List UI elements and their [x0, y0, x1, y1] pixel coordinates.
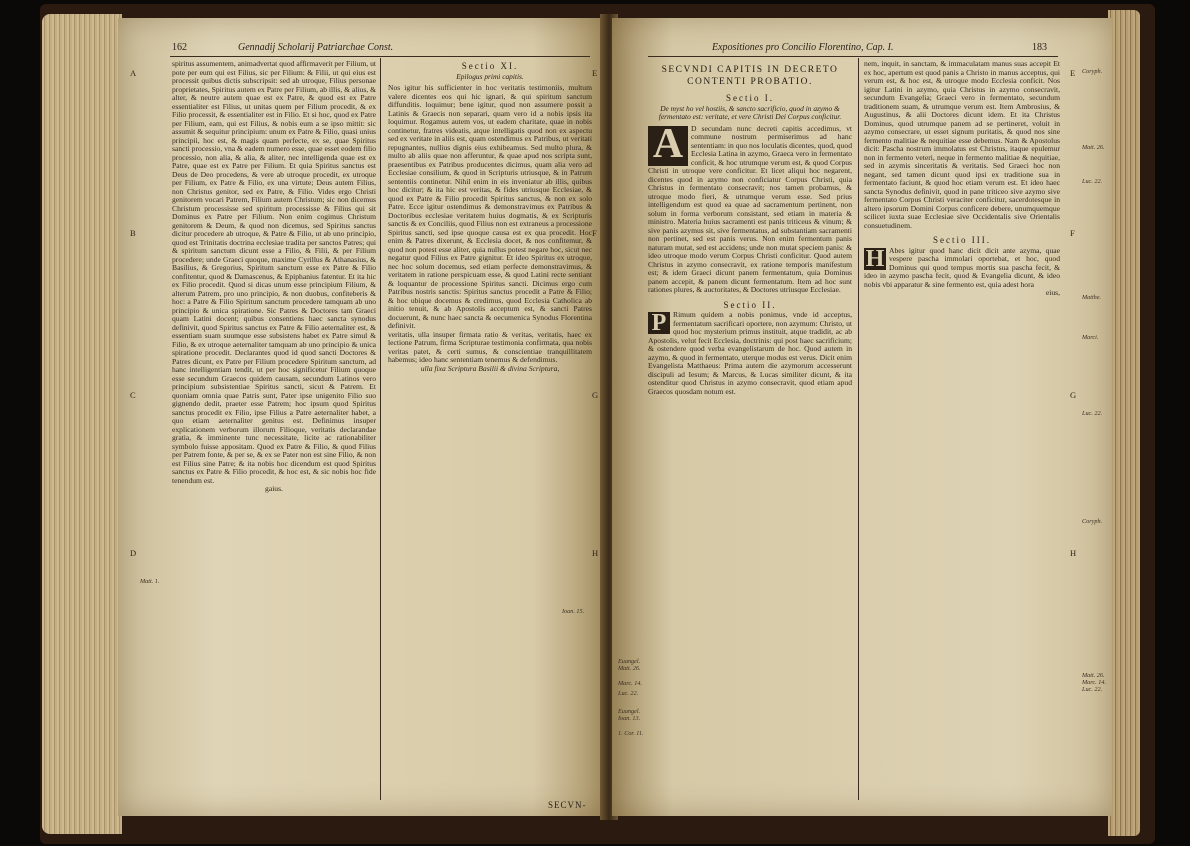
margin-letter-d: D — [130, 548, 137, 558]
section-title: Sectio III. — [933, 235, 991, 245]
page-edges-left — [42, 14, 122, 834]
margin-note: Luc. 22. — [618, 690, 639, 697]
section2-text: Rimum quidem a nobis ponimus, vnde id acceptus, fermentatum sacrificari oportere, non azymum: Christo, ut quod hoc mysterium primus instituit, atque tradidit, ac ab Apostolis, velut fecit Ecclesia, doctrinis: qui post haec sacrificium; & ostendere quod verba evangelistarum de hoc. Quod autem in azymo, & quod in fermentato, uterque modus est verus. Dicit enim Evangelista Matthaeus: Prima autem die azymorum accesserunt discipuli ad Iesum; & Marcus, & Lucas similiter dicunt, & ita ostenditur quod Christus in azymo consecravit, quod etiam apud Graecos quosdam notum est. — [648, 310, 852, 396]
column-divider — [380, 58, 381, 800]
margin-note: Euangel. Ioan. 13. — [618, 708, 641, 722]
right-running-head: Expositiones pro Concilio Florentino, Cap. I. — [712, 42, 894, 53]
section-title: Sectio XI. — [461, 61, 519, 71]
right-col1-text: D secundam nunc decreti capitis accedimus, vt commune nostrum permiserimus ad hanc sententiam: in quo nos loculatis dicentes, quod, quod Ecclesia Latina in azymo, Graeca vero in fermentato conficit, & hoc utrumque verum est, & quod Corpus Christi in utroque vere conficitur. Et licet aliqui hoc negarent, dicentes quod in azymo non conficiatur Corpus Christi, quia Christus in fermentato consecravit; nos tamen probamus, & utroque modo fieri, & utrumque verum esse. Sed prius intelligendum est quod ea quae ad sacramentum pertinent, non solum in forma verborum consistant, sed etiam in materia & ministro. Materia huius sacramenti est panis triticeus & vinum; & sive panis azymus sit, sive fermentatus, ad substantiam sacramenti non pertinet, sed est panis verus. Non enim fermentum panis naturam mutat, sed est accidens; unde non mutat speciem panis: & ideo utroque modo verum Corpus Christi conficitur. Quod autem Christus in azymo consecravit, ex ratione temporis manifestum est; & idem Graeci dicunt panem fermentatum, quia Dominus panem accepit, & panem dicunt fermentatum. Item ad hoc sunt rationes plures, & auctoritates, & Doctores utriusque Ecclesiae. — [648, 123, 852, 294]
margin-note: 1. Cor. 11. — [618, 730, 644, 737]
left-col1-end: gaius. — [265, 484, 283, 493]
margin-letter-a: A — [130, 68, 137, 78]
margin-note: Luc. 22. — [1082, 178, 1103, 185]
section-subtitle: Epilogus primi capitis. — [456, 71, 524, 81]
section-title: Sectio II. — [723, 299, 777, 310]
margin-note: Luc. 22. — [1082, 410, 1103, 417]
header-rule — [170, 56, 590, 57]
section-title: Sectio I. — [726, 93, 774, 103]
right-column-1 — [648, 64, 852, 804]
margin-letter-f: F — [592, 228, 597, 238]
left-column-1 — [172, 60, 376, 800]
margin-note: Coryph. — [1082, 68, 1103, 75]
catchword: SECVN- — [548, 800, 587, 810]
drop-cap: P — [648, 312, 670, 334]
section-subtitle: De myst ho vel hostiis, & sancto sacrificio, quod in azymo & fermentato est: veritate, et vere Christi Dei Corpus conficitur. — [658, 103, 842, 121]
margin-letter-g: G — [592, 390, 599, 400]
drop-cap: H — [865, 245, 885, 272]
right-col2-end: eius, — [1045, 288, 1060, 297]
margin-note: Marci. — [1082, 334, 1099, 341]
margin-letter-e: E — [1070, 68, 1076, 78]
right-page-number: 183 — [1032, 42, 1047, 53]
right-page — [612, 18, 1112, 816]
left-col2-end: veritatis, ulla insuper firmata ratio & veritas, veritatis, haec ex lectione Patrum, firma Scripturae testimonia confirmata, qua nobis veritas patet, & certi sumus, & conscientiae tranquillitatem habemus; ideo hanc sententiam tenemus & defendimus. — [388, 329, 592, 364]
left-page — [118, 18, 606, 816]
margin-letter-h: H — [1070, 548, 1077, 558]
left-column-2 — [388, 60, 592, 795]
section3-text: Abes igitur quod hanc dicit dicit ante azyma, quae vespere pascha immolari oportebat, et hoc, quod Dominus qui quod tempus mortis sua pascha fecit, & ideo in azymo pascha fecit, quod & Evangelia dicunt, & ideo nobis vbi apparatur & sine fermento est, quia adest hora — [864, 245, 1060, 289]
margin-note: Matt. 26. — [1082, 144, 1105, 151]
page-edges-right — [1108, 10, 1140, 836]
left-col2-tail: ulla fixa Scriptura Basilii & divina Scriptura, — [420, 363, 560, 373]
column-divider — [858, 58, 859, 800]
margin-letter-e: E — [592, 68, 598, 78]
header-rule — [648, 56, 1058, 57]
margin-note: Marc. 14. — [618, 680, 643, 687]
margin-letter-g: G — [1070, 390, 1077, 400]
margin-letter-b: B — [130, 228, 136, 238]
margin-note: Matt. 1. — [140, 578, 160, 585]
margin-note: Coryph. — [1082, 518, 1103, 525]
left-col1-text: spiritus assumentem, animadvertat quod affirmaverit per Filium, ut pote per eum qui est Filius, sic per Filium: & Filii, ut qui eius est processit quibus dictis subscripsit: sed ab utroque, Filius personae proprietates, Spiritus autem ex Patre per Filium, ab illis, & alius, & alter, & neutre autem quae est ex Patre, & quod est ex Patre essentialiter est Filius, ut unitas quem per Filium procedit, & ex Filio processit, & essentialiter est in Filio. Et si hoc, quod ex Patre per Filium, eam, qui est Filius, & nobis eum a se ipso mittit: sic assumit & sequitur principium: unum ex Patre & Filio, quasi unius principii, hoc est, & magis quam perfecte, ex se, quae Spiritus sancti processio, vna & eadem numero esse, quae esset eodem filio processio, non alia, & alia, & aliter, nec intelligenda quae est ex Patre, quae est ex Patre per Filium. Et quia Spiritus sanctus est Deus de Deo procedens, & vere ab utroque procedit, ex utroque per Filium, ex Patre & Filio, ex una virtute; Deus autem Filius, non Christus genitor, sed ex Patre, & Filio. Vides ergo Christi genitorem vocari Patrem, Filium autem Christum; sic non dicemus Christum processisse sed spiritum processisse & Filius qui sit Dominus ex Patre per Filium. Non enim cogimus Christum genitorem & Deum, & quod non dicemus, sed Spiritus sanctus dicitur procedere ab utroque, & Patre & Filio, ut ab uno principio, quod est Trinitatis doctrina ecclesiae tradita per sanctos Patres; qui & spiritum sanctum dicunt esse a Filio, & Filii, & per Filium procedere; unde Graeci quoque, maxime Cyrillus & Athanasius, & Basilius, & Gregorius, Spiritum sanctum esse ex Patre & Filio confitentur, quod & Damascenus, & Epiphanius fatentur. Et ita hic ex Filio procedit. Quod si dicas unum esse principium Filium, & alterum Patrem, pro uno principio, & non duobus, confiteberis & hoc: a Patre & Filio Spiritum sanctum procedere tamquam ab uno principio & unica spiratione. Sic Patres & Doctores tam Graeci quam Latini docent; quibus consentiens haec sancta synodus definivit, quod Spiritus sanctus ex Patre & Filio aeternaliter est, & essentiam suam suumque esse subsistens habet ex Patre simul & Filio, & ex utroque aeternaliter tamquam ab uno principio & unica spiratione procedit. Declarantes quod id quod sancti Doctores & Patres dicunt, ex Patre per Filium procedere Spiritum sanctum, ad hanc intelligentiam tendit, ut per hoc significetur Filium quoque esse secundum Graecos quidem causam, secundum Latinos vero principium subsistentiae Spiritus sancti, sicut & Patrem. Et quoniam omnia quae Patris sunt, Pater ipse unigenito Filio suo gignendo dedit, praeter esse Patrem; hoc ipsum quod Spiritus sanctus procedit ex Filio, ipse Filius a Patre aeternaliter habet, a quo etiam aeternaliter genitus est. Definimus insuper explicationem verborum illorum Filioque, veritatis declarandae gratia, & imminente tunc necessitate, licite ac rationabiliter symbolo fuisse appositam. Quod ex Patre & Filio, & quod Filius per Patrem fonte, & per se, & ex se Pater non est sine Filio, & non est Filius sine Patre; & ita nobis hoc dicendum est quod Spiritus sanctus ex Patre & Filio procedit, & hoc est, & sic nobis hoc fide tenendum est. — [172, 60, 376, 485]
margin-note: Matthe. — [1082, 294, 1102, 301]
right-col2-text: nem, inquit, in sanctam, & immaculatam manus suas accepit Et ex hoc, apertum est quod panis a Christo in manus acceptus, qui verum est, & hoc est, & utroque modo Ecclesia conficit. Nos igitur Latini in azymo, quia Christus in azymo consecravit, secundum Evangelia; Graeci vero in fermentato, secundum traditionem suam, & utrumque verum est. Item Ambrosius, & Augustinus, & alii Doctores dicunt idem. Et ita Christus Dominus, quod utrumque panem ad se pertineret, voluit in azymo consecrare, ut esset signum puritatis, & quod nos sine fermento malitiae & nequitiae esse debemus. Nam & Apostolus dicit: Pascha nostrum immolatus est Christus, itaque epulemur non in fermento veteri, neque in fermento malitiae & nequitiae, sed in azymis sinceritatis & veritatis. Sed Graeci hoc non negant, sed tamen dicunt quod ipsi ex traditione sua in fermentato faciunt, & quod hoc etiam verum est. Et ideo haec sancta Synodus definivit, quod in pane triticeo sive azymo sive fermentato Corpus Christi veraciter conficitur, sacerdotesque in altero ipsorum Domini Corpus conficere debere, unumquemque scilicet iuxta suae Ecclesiae sive Occidentalis sive Orientalis consuetudinem. — [864, 60, 1060, 230]
left-page-number: 162 — [172, 42, 187, 53]
left-running-head: Gennadij Scholarij Patriarchae Const. — [238, 42, 394, 53]
margin-letter-c: C — [130, 390, 136, 400]
margin-letter-h: H — [592, 548, 599, 558]
chapter-title: SECVNDI CAPITIS IN DECRETO CONTENTI PROBATIO. — [661, 65, 839, 87]
margin-note: Euangel. Matt. 26. — [618, 658, 641, 672]
right-column-2 — [864, 60, 1060, 800]
margin-note: Matt. 26. Marc. 14. Luc. 22. — [1082, 672, 1107, 693]
margin-note: Ioan. 15. — [562, 608, 585, 615]
drop-cap: A — [648, 126, 688, 166]
margin-letter-f: F — [1070, 228, 1075, 238]
left-col2-text: Nos igitur his sufficienter in hoc veritatis testimoniis, multum valere dicentes eos qui hic ignari, & qui spiritum sanctum diffunditis. loquimur; bene igitur, quod non assumere possit a Latinis & Graecis non separari, quam vero id a nobis ipsis ita loquimur. Rogamus autem vos, ut eadem charitate, quae in nobis continetur, fratres videatis, atque intelligatis quod non ex aspectu sed ex veritate in aliis est, quam ostendimus ex Patribus, ut veritati repugnantes, nullius dignis eius exhibeamus. Sed multo plura, & multo ab aliis quae non afferuntur, & quae apud nos scripta sunt, praesentibus ex Patribus producentes dicimus, quam alia vero ad Ecclesiae consilium, & quod in Scripturis utriusque, & in Patrum sententiis continetur. Nihil enim in eis inveniatur ab illis, quibus hoc dicitur; & ita hic est veritas, & fides utriusque Ecclesiae, & quod ex Patre & Filio procedit Spiritus sanctus, & non ex solo Patre. Ecce igitur ostendimus & demonstravimus ex Patribus & Doctoribus ecclesiae veritatem huius dogmatis, & ex Scripturis sanctis & ex Conciliis, quod Filius non est extraneus a processione Spiritus sancti, sed ipse quoque causa est ex qua procedit. Hoc enim & Patres dixerunt, & Ecclesia docet, & nos confitemur, & quod non potest esse aliter, quia nullus potest negare hoc, sicut nec negatur quod Filius ex Patre gignitur. Et ideo Spiritus ex utroque, nec hoc solum docemus, sed etiam perfecte demonstravimus, & veritatem in ratione perspicuam esse, & quod Latini recte sentiant & loquantur de processione Spiritus sancti. Dicimus ergo cum Patribus nostris sanctis: Spiritus sanctus procedit a Patre & Filio; & hoc ubique docemus & credimus, quod Ecclesia Catholica ab initio tenuit, & ab Apostolis acceptum est, & sancti Patres docuerunt, & nunc haec sancta & oecumenica Synodus Florentina definivit. — [388, 83, 592, 330]
